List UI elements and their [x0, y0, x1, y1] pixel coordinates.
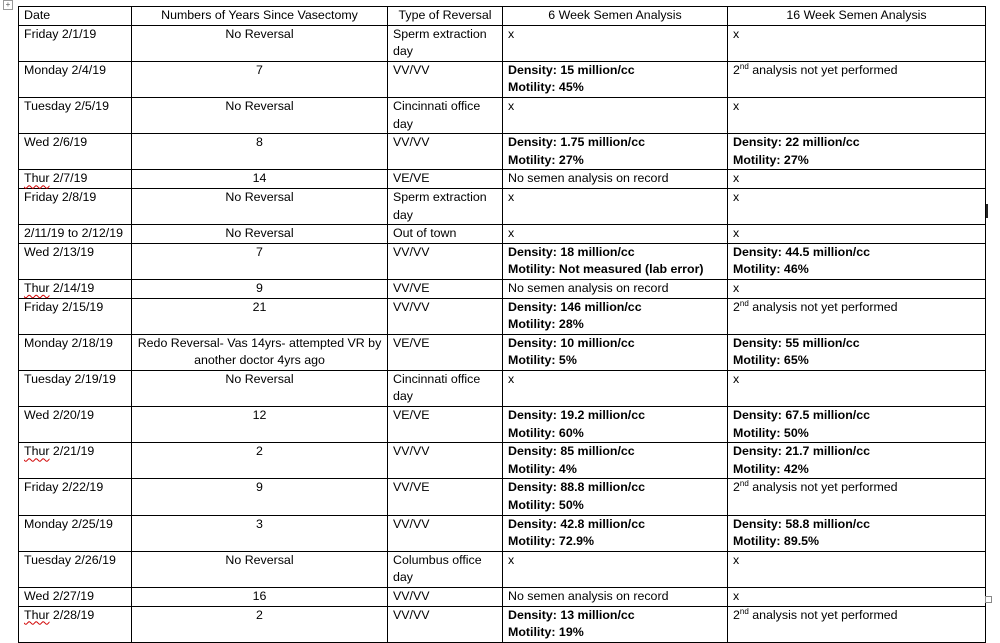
cell-type: VV/VV	[388, 298, 503, 334]
cell-years: 16	[132, 588, 388, 607]
table-row	[19, 134, 986, 170]
cell-type: VV/VV	[388, 606, 503, 642]
header-date: Date	[19, 7, 132, 26]
cell-six-week: x	[503, 551, 728, 587]
cell-sixteen-week: x	[728, 551, 986, 587]
sixteen-week-density: Density: 58.8 million/cc	[733, 516, 871, 531]
ordinal-number: 2	[733, 299, 740, 314]
ordinal-suffix: nd	[739, 298, 749, 308]
cell-six-week	[503, 243, 728, 279]
cell-sixteen-week: x	[728, 170, 986, 189]
cell-type: VV/VV	[388, 515, 503, 551]
header-type: Type of Reversal	[388, 7, 503, 26]
cell-date: 2/11/19 to 2/12/19	[19, 225, 132, 244]
six-week-density: Density: 88.8 million/cc	[508, 480, 646, 495]
cell-years: No Reversal	[132, 188, 388, 224]
cell-sixteen-week	[728, 443, 986, 479]
cell-six-week	[503, 443, 728, 479]
vasectomy-reversal-table	[18, 6, 986, 643]
cell-date	[19, 170, 132, 189]
table-row	[19, 443, 986, 479]
cell-sixteen-week	[728, 479, 986, 515]
ordinal-suffix: nd	[739, 479, 749, 489]
cell-sixteen-week	[728, 243, 986, 279]
cell-years: 9	[132, 279, 388, 298]
header-six-week: 6 Week Semen Analysis	[503, 7, 728, 26]
cell-type: VV/VV	[388, 134, 503, 170]
cell-date: Monday 2/18/19	[19, 334, 132, 370]
cell-type: VE/VE	[388, 407, 503, 443]
cell-years: 7	[132, 243, 388, 279]
cell-years: 14	[132, 170, 388, 189]
sixteen-week-motility: Motility: 50%	[733, 425, 809, 440]
cell-date: Tuesday 2/19/19	[19, 370, 132, 406]
six-week-motility: Motility: 72.9%	[508, 534, 595, 549]
cell-sixteen-week: x	[728, 370, 986, 406]
spellcheck-word: Thur	[24, 444, 50, 459]
cell-years: No Reversal	[132, 370, 388, 406]
cell-years: Redo Reversal- Vas 14yrs- attempted VR by another doctor 4yrs ago	[132, 334, 388, 370]
six-week-density: Density: 85 million/cc	[508, 444, 635, 459]
cell-date: Monday 2/25/19	[19, 515, 132, 551]
date-text: 2/7/19	[49, 171, 88, 186]
cell-six-week	[503, 515, 728, 551]
pending-note: analysis not yet performed	[748, 480, 898, 495]
cell-type: VV/VV	[388, 588, 503, 607]
cell-type: Cincinnati office day	[388, 97, 503, 133]
cell-type: Out of town	[388, 225, 503, 244]
cell-date: Tuesday 2/5/19	[19, 97, 132, 133]
cell-years: No Reversal	[132, 225, 388, 244]
cell-type: VV/VV	[388, 61, 503, 97]
cell-sixteen-week	[728, 134, 986, 170]
cell-six-week: No semen analysis on record	[503, 279, 728, 298]
cell-years: 3	[132, 515, 388, 551]
cell-sixteen-week: x	[728, 588, 986, 607]
sixteen-week-motility: Motility: 42%	[733, 461, 809, 476]
cell-six-week	[503, 134, 728, 170]
date-text: 2/21/19	[49, 444, 95, 459]
header-sixteen-week: 16 Week Semen Analysis	[728, 7, 986, 26]
cell-type: VE/VE	[388, 334, 503, 370]
six-week-density: Density: 18 million/cc	[508, 244, 635, 259]
six-week-motility: Motility: 45%	[508, 80, 584, 95]
table-resize-handle-icon[interactable]	[985, 596, 992, 603]
cell-sixteen-week: x	[728, 97, 986, 133]
table-row	[19, 243, 986, 279]
six-week-motility: Motility: 5%	[508, 353, 577, 368]
ordinal-suffix: nd	[739, 606, 749, 616]
cell-six-week	[503, 479, 728, 515]
table-row	[19, 334, 986, 370]
table-row	[19, 407, 986, 443]
cell-years: No Reversal	[132, 25, 388, 61]
cell-six-week: No semen analysis on record	[503, 588, 728, 607]
cell-type: VV/VE	[388, 279, 503, 298]
cell-sixteen-week: x	[728, 225, 986, 244]
sixteen-week-motility: Motility: 89.5%	[733, 534, 820, 549]
cell-six-week: No semen analysis on record	[503, 170, 728, 189]
ordinal-number: 2	[733, 480, 740, 495]
cell-date: Wed 2/20/19	[19, 407, 132, 443]
six-week-motility: Motility: 19%	[508, 625, 584, 640]
cell-six-week: x	[503, 188, 728, 224]
sixteen-week-density: Density: 22 million/cc	[733, 135, 860, 150]
six-week-motility: Motility: 50%	[508, 498, 584, 513]
table-move-handle-icon[interactable]: +	[3, 0, 13, 10]
cell-date: Friday 2/1/19	[19, 25, 132, 61]
table-row	[19, 515, 986, 551]
cell-years: No Reversal	[132, 97, 388, 133]
cell-sixteen-week: x	[728, 279, 986, 298]
six-week-motility: Motility: Not measured (lab error)	[508, 262, 704, 277]
cell-type: VV/VE	[388, 479, 503, 515]
ordinal-number: 2	[733, 607, 740, 622]
cell-six-week	[503, 334, 728, 370]
cell-date: Wed 2/6/19	[19, 134, 132, 170]
cell-years: 21	[132, 298, 388, 334]
date-text: 2/28/19	[49, 607, 95, 622]
sixteen-week-density: Density: 67.5 million/cc	[733, 408, 871, 423]
pending-note: analysis not yet performed	[748, 607, 898, 622]
six-week-density: Density: 15 million/cc	[508, 62, 635, 77]
cell-years: No Reversal	[132, 551, 388, 587]
cell-date: Friday 2/15/19	[19, 298, 132, 334]
cell-six-week: x	[503, 25, 728, 61]
cell-six-week: x	[503, 97, 728, 133]
cell-date: Wed 2/13/19	[19, 243, 132, 279]
cell-type: Sperm extraction day	[388, 25, 503, 61]
cell-date: Monday 2/4/19	[19, 61, 132, 97]
cell-date: Friday 2/8/19	[19, 188, 132, 224]
cell-type: Cincinnati office day	[388, 370, 503, 406]
six-week-motility: Motility: 28%	[508, 317, 584, 332]
cell-type: Sperm extraction day	[388, 188, 503, 224]
six-week-density: Density: 10 million/cc	[508, 335, 635, 350]
table-row	[19, 588, 986, 607]
table-row	[19, 225, 986, 244]
sixteen-week-motility: Motility: 27%	[733, 152, 809, 167]
six-week-density: Density: 19.2 million/cc	[508, 408, 646, 423]
pending-note: analysis not yet performed	[748, 62, 898, 77]
table-row	[19, 606, 986, 642]
table-row	[19, 370, 986, 406]
six-week-motility: Motility: 4%	[508, 461, 577, 476]
table-row	[19, 25, 986, 61]
cell-date	[19, 443, 132, 479]
cell-sixteen-week: x	[728, 188, 986, 224]
cell-years: 2	[132, 606, 388, 642]
cell-date: Wed 2/27/19	[19, 588, 132, 607]
cell-sixteen-week	[728, 407, 986, 443]
text-cursor	[986, 204, 988, 218]
table-row	[19, 97, 986, 133]
sixteen-week-density: Density: 55 million/cc	[733, 335, 860, 350]
cell-date	[19, 606, 132, 642]
six-week-density: Density: 146 million/cc	[508, 299, 642, 314]
header-years: Numbers of Years Since Vasectomy	[132, 7, 388, 26]
spellcheck-word: Thur	[24, 280, 50, 295]
table-row	[19, 61, 986, 97]
cell-six-week: x	[503, 370, 728, 406]
cell-years: 2	[132, 443, 388, 479]
ordinal-number: 2	[733, 62, 740, 77]
cell-sixteen-week	[728, 606, 986, 642]
cell-years: 8	[132, 134, 388, 170]
six-week-density: Density: 42.8 million/cc	[508, 516, 646, 531]
cell-sixteen-week	[728, 61, 986, 97]
cell-six-week	[503, 298, 728, 334]
cell-years: 9	[132, 479, 388, 515]
pending-note: analysis not yet performed	[748, 299, 898, 314]
cell-six-week	[503, 61, 728, 97]
cell-date: Tuesday 2/26/19	[19, 551, 132, 587]
sixteen-week-density: Density: 44.5 million/cc	[733, 244, 871, 259]
table-row	[19, 188, 986, 224]
ordinal-suffix: nd	[739, 61, 749, 71]
date-text: 2/14/19	[49, 280, 95, 295]
cell-type: VV/VV	[388, 443, 503, 479]
cell-sixteen-week	[728, 298, 986, 334]
cell-type: Columbus office day	[388, 551, 503, 587]
cell-type: VE/VE	[388, 170, 503, 189]
table-row	[19, 479, 986, 515]
cell-type: VV/VV	[388, 243, 503, 279]
six-week-motility: Motility: 60%	[508, 425, 584, 440]
cell-years: 12	[132, 407, 388, 443]
table-header-row	[19, 7, 986, 26]
cell-sixteen-week: x	[728, 25, 986, 61]
sixteen-week-motility: Motility: 46%	[733, 262, 809, 277]
table-row	[19, 170, 986, 189]
six-week-motility: Motility: 27%	[508, 152, 584, 167]
cell-sixteen-week	[728, 334, 986, 370]
cell-date: Friday 2/22/19	[19, 479, 132, 515]
spellcheck-word: Thur	[24, 607, 50, 622]
sixteen-week-motility: Motility: 65%	[733, 353, 809, 368]
sixteen-week-density: Density: 21.7 million/cc	[733, 444, 871, 459]
cell-date	[19, 279, 132, 298]
six-week-density: Density: 13 million/cc	[508, 607, 635, 622]
table-row	[19, 298, 986, 334]
cell-years: 7	[132, 61, 388, 97]
cell-six-week	[503, 407, 728, 443]
table-row	[19, 551, 986, 587]
six-week-density: Density: 1.75 million/cc	[508, 135, 646, 150]
cell-sixteen-week	[728, 515, 986, 551]
spellcheck-word: Thur	[24, 171, 50, 186]
table-row	[19, 279, 986, 298]
cell-six-week: x	[503, 225, 728, 244]
cell-six-week	[503, 606, 728, 642]
